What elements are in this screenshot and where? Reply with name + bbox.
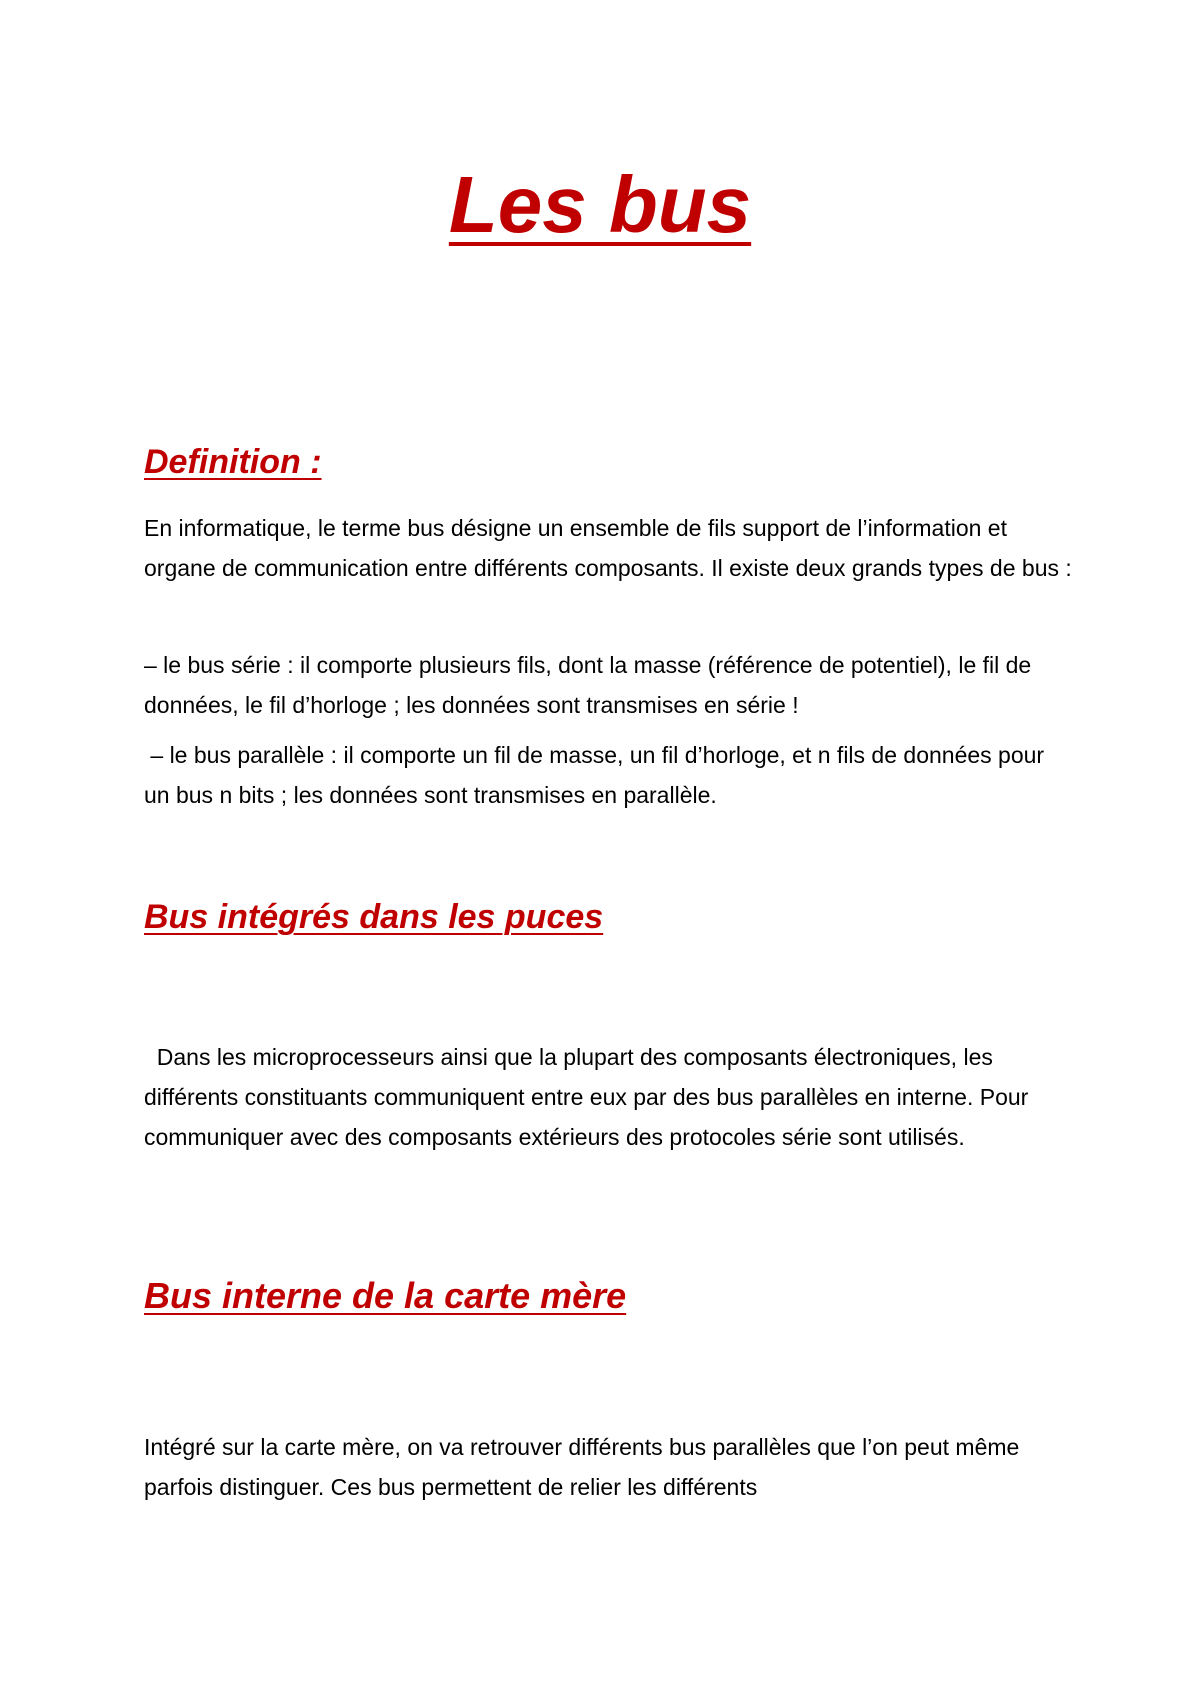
bus-integres-paragraph: Dans les microprocesseurs ainsi que la plupart des composants électroniques, les différents constituants communiquent entre eux par des bus parallèles en interne. Pour communiquer avec des composants extérieurs des protocoles série sont utilisés. bbox=[144, 1044, 1035, 1150]
definition-paragraph-bus-serie: – le bus série : il comporte plusieurs fils, dont la masse (référence de potentiel), le fil de données, le fil d’horloge ; les données sont transmises en série ! bbox=[144, 652, 1032, 718]
bus-interne-paragraph: Intégré sur la carte mère, on va retrouver différents bus parallèles que l’on peut même parfois distinguer. Ces bus permettent de relier les différents bbox=[144, 1434, 1020, 1500]
definition-paragraph-bus-parallele: – le bus parallèle : il comporte un fil de masse, un fil d’horloge, et n fils de données pour un bus n bits ; les données sont transmises en parallèle. bbox=[144, 742, 1051, 808]
section-heading-bus-interne: Bus interne de la carte mère bbox=[144, 1275, 627, 1316]
section-heading-bus-integres: Bus intégrés dans les puces bbox=[144, 898, 604, 936]
definition-paragraph-intro: En informatique, le terme bus désigne un ensemble de fils support de l’information et organe de communication entre différents composants. Il existe deux grands types de bus : bbox=[144, 515, 1072, 581]
document-title: Les bus bbox=[448, 160, 752, 249]
section-heading-definition: Definition : bbox=[144, 443, 322, 481]
